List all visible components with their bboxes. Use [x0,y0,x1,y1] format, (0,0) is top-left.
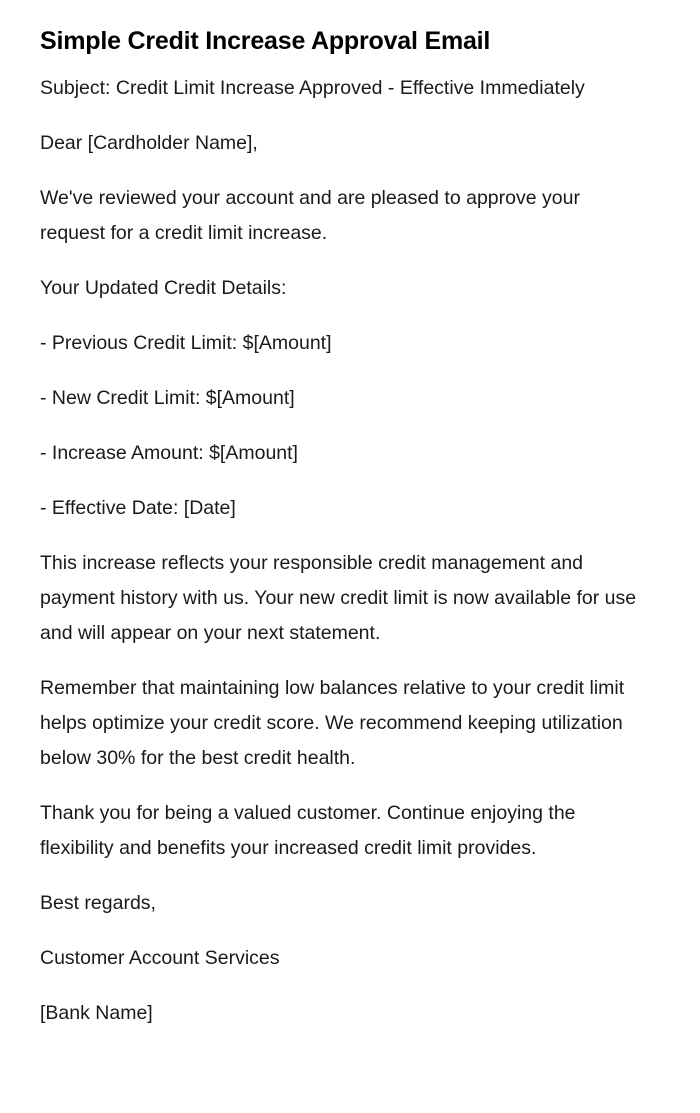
details-heading: Your Updated Credit Details: [40,277,287,299]
signature-team: Customer Account Services [40,947,280,969]
body-paragraph-2: Remember that maintaining low balances relative to your credit limit helps optimize your credit score. We recommend keeping utilization below 30% for the best credit health. [40,677,625,769]
body-paragraph-1: This increase reflects your responsible credit management and payment history with us. Your new credit limit is now available for use and will appear on your next statement. [40,552,637,644]
detail-item-new-limit: - New Credit Limit: $[Amount] [40,387,295,409]
sign-off: Best regards, [40,892,156,914]
detail-item-effective-date: - Effective Date: [Date] [40,497,236,519]
email-subject-line: Subject: Credit Limit Increase Approved - Effective Immediately [40,77,585,99]
detail-item-previous-limit: - Previous Credit Limit: $[Amount] [40,332,332,354]
detail-item-increase-amount: - Increase Amount: $[Amount] [40,442,298,464]
greeting: Dear [Cardholder Name], [40,132,258,154]
document-title: Simple Credit Increase Approval Email [40,27,491,55]
closing-thanks-paragraph: Thank you for being a valued customer. Continue enjoying the flexibility and benefits your increased credit limit provides. [40,802,576,859]
signature-bank: [Bank Name] [40,1002,153,1024]
intro-paragraph: We've reviewed your account and are pleased to approve your request for a credit limit increase. [40,187,580,244]
